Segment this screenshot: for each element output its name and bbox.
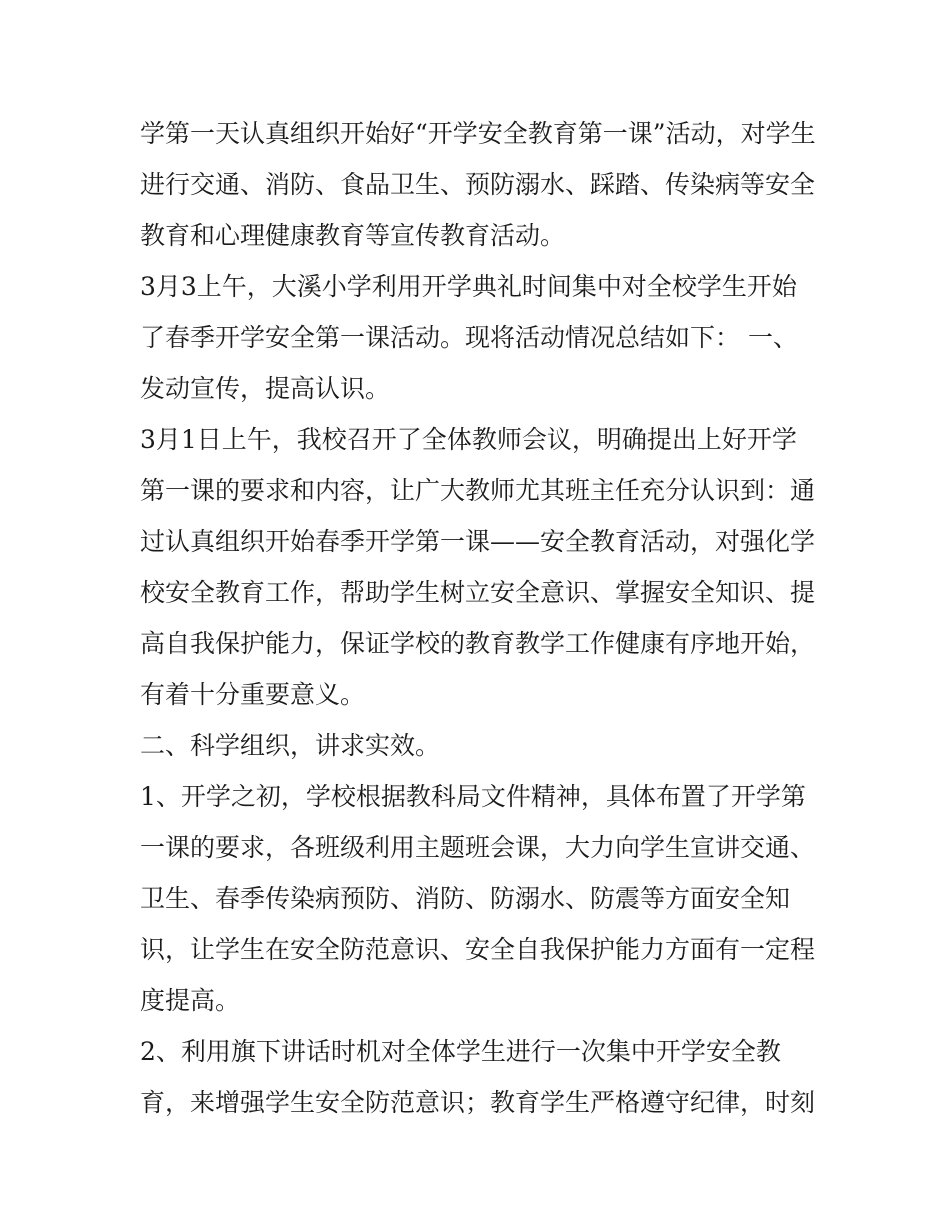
text-line: 一课的要求，各班级利用主题班会课，大力向学生宣讲交通、 (140, 833, 816, 862)
text-line: 3月3上午，大溪小学利用开学典礼时间集中对全校学生开始 (140, 272, 797, 301)
text-line: 过认真组织开始春季开学第一课——安全教育活动，对强化学 (140, 527, 816, 556)
text-line: 有着十分重要意义。 (140, 680, 366, 709)
text-line: 学第一天认真组织开始好“开学安全教育第一课”活动，对学生 (140, 119, 816, 148)
text-line: 高自我保护能力，保证学校的教育教学工作健康有序地开始， (140, 629, 816, 658)
text-line: 二、科学组织，讲求实效。 (140, 731, 441, 760)
text-line: 校安全教育工作，帮助学生树立安全意识、掌握安全知识、提 (140, 578, 816, 607)
text-line: 2、利用旗下讲话时机对全体学生进行一次集中开学安全教 (140, 1037, 781, 1066)
text-line: 第一课的要求和内容，让广大教师尤其班主任充分认识到：通 (140, 476, 816, 505)
text-line: 了春季开学安全第一课活动。现将活动情况总结如下： 一、 (140, 323, 798, 352)
text-line: 育，来增强学生安全防范意识；教育学生严格遵守纪律，时刻 (140, 1088, 816, 1117)
text-line: 卫生、春季传染病预防、消防、防溺水、防震等方面安全知 (140, 884, 791, 913)
text-line: 度提高。 (140, 986, 241, 1015)
text-line: 识，让学生在安全防范意识、安全自我保护能力方面有一定程 (140, 935, 816, 964)
text-line: 3月1日上午，我校召开了全体教师会议，明确提出上好开学 (140, 425, 797, 454)
document-body (140, 108, 820, 1128)
text-line: 进行交通、消防、食品卫生、预防溺水、踩踏、传染病等安全 (140, 170, 816, 199)
text-line: 发动宣传，提高认识。 (140, 374, 391, 403)
text-line: 1、开学之初，学校根据教科局文件精神，具体布置了开学第 (140, 782, 806, 811)
text-line: 教育和心理健康教育等宣传教育活动。 (140, 221, 566, 250)
